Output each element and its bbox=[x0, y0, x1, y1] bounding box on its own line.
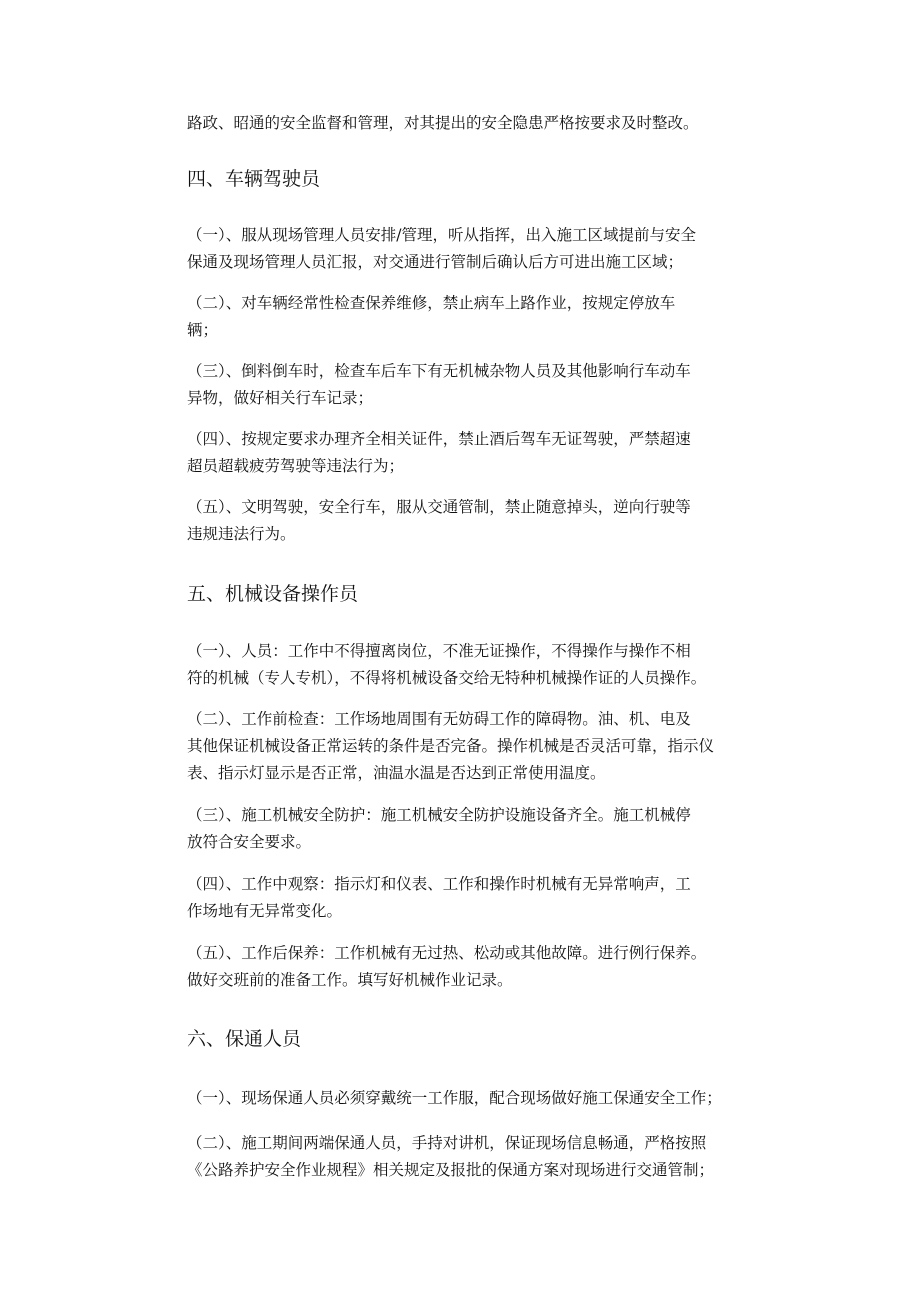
text-line: （五）、文明驾驶，安全行车，服从交通管制，禁止随意掉头，逆向行驶等 bbox=[187, 498, 691, 516]
text-line: （一）、现场保通人员必须穿戴统一工作服，配合现场做好施工保通安全工作； bbox=[187, 1089, 722, 1107]
section-heading-4: 四、车辆驾驶员 bbox=[187, 168, 321, 190]
paragraph-5-2 bbox=[187, 706, 787, 787]
text-line: 异物，做好相关行车记录； bbox=[187, 389, 374, 407]
text-line: 保通及现场管理人员汇报，对交通进行管制后确认后方可进出施工区域； bbox=[187, 253, 684, 271]
paragraph-5-4 bbox=[187, 871, 787, 925]
paragraph-5-1 bbox=[187, 638, 787, 692]
text-line: 做好交班前的准备工作。填写好机械作业记录。 bbox=[187, 971, 513, 989]
text-line: 作场地有无异常变化。 bbox=[187, 902, 343, 920]
text-line: 其他保证机械设备正常运转的条件是否完备。操作机械是否灵活可靠，指示仪 bbox=[187, 737, 715, 755]
text-line: 违规违法行为。 bbox=[187, 525, 296, 543]
text-line: （二）、对车辆经常性检查保养维修，禁止病车上路作业，按规定停放车 bbox=[187, 294, 676, 312]
intro-paragraph bbox=[187, 110, 787, 137]
text-line: （二）、工作前检查：工作场地周围有无妨碍工作的障碍物。油、机、电及 bbox=[187, 710, 691, 728]
text-line: 《公路养护安全作业规程》相关规定及报批的保通方案对现场进行交通管制； bbox=[187, 1161, 715, 1179]
paragraph-4-3 bbox=[187, 358, 787, 412]
text-line: （三）、倒料倒车时，检查车后车下有无机械杂物人员及其他影响行车动车 bbox=[187, 362, 691, 380]
paragraph-4-2 bbox=[187, 290, 787, 344]
section-heading-6: 六、保通人员 bbox=[187, 1028, 302, 1050]
paragraph-4-5 bbox=[187, 494, 787, 548]
text-line: （四）、按规定要求办理齐全相关证件，禁止酒后驾车无证驾驶，严禁超速 bbox=[187, 430, 691, 448]
text-line: 表、指示灯显示是否正常，油温水温是否达到正常使用温度。 bbox=[187, 764, 606, 782]
text-line: 符的机械（专人专机），不得将机械设备交给无特种机械操作证的人员操作。 bbox=[187, 669, 707, 687]
paragraph-6-2 bbox=[187, 1130, 787, 1184]
text-line: （四）、工作中观察：指示灯和仪表、工作和操作时机械有无异常响声，工 bbox=[187, 875, 691, 893]
text-line: （三）、施工机械安全防护：施工机械安全防护设施设备齐全。施工机械停 bbox=[187, 806, 691, 824]
text-line: （五）、工作后保养：工作机械有无过热、松动或其他故障。进行例行保养。 bbox=[187, 944, 707, 962]
text-line: （一）、服从现场管理人员安排/管理，听从指挥，出入施工区域提前与安全 bbox=[187, 226, 696, 244]
text-line: 辆； bbox=[187, 321, 219, 339]
paragraph-5-5 bbox=[187, 940, 787, 994]
text-line: （二）、施工期间两端保通人员，手持对讲机，保证现场信息畅通，严格按照 bbox=[187, 1134, 707, 1152]
paragraph-6-1 bbox=[187, 1085, 787, 1112]
text-line: 超员超载疲劳驾驶等违法行为； bbox=[187, 457, 405, 475]
text-line: 路政、昭通的安全监督和管理，对其提出的安全隐患严格按要求及时整改。 bbox=[187, 114, 699, 132]
paragraph-4-1 bbox=[187, 222, 787, 276]
paragraph-4-4 bbox=[187, 426, 787, 480]
text-line: 放符合安全要求。 bbox=[187, 833, 312, 851]
paragraph-5-3 bbox=[187, 802, 787, 856]
text-line: （一）、人员：工作中不得擅离岗位，不准无证操作，不得操作与操作不相 bbox=[187, 642, 691, 660]
section-heading-5: 五、机械设备操作员 bbox=[187, 583, 359, 605]
